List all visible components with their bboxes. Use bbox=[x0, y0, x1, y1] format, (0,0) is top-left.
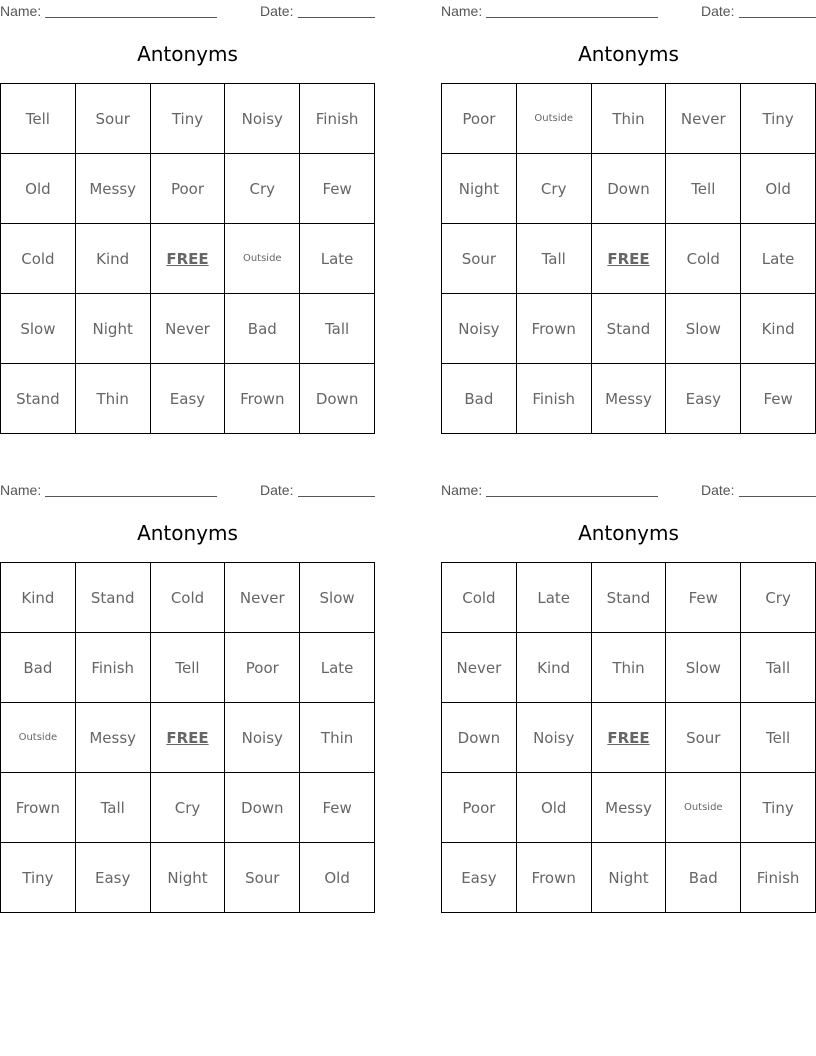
grid-cell[interactable]: Cry bbox=[516, 154, 591, 224]
grid-cell[interactable]: Poor bbox=[442, 773, 517, 843]
grid-cell[interactable]: Sour bbox=[666, 703, 741, 773]
grid-cell[interactable]: Tiny bbox=[1, 843, 76, 913]
grid-cell[interactable]: Tiny bbox=[741, 773, 816, 843]
grid-cell[interactable]: Noisy bbox=[225, 703, 300, 773]
grid-cell[interactable]: Down bbox=[225, 773, 300, 843]
name-blank-line[interactable] bbox=[45, 17, 217, 18]
grid-cell[interactable]: Stand bbox=[75, 563, 150, 633]
grid-cell[interactable]: Slow bbox=[300, 563, 375, 633]
name-label: Name: bbox=[441, 3, 483, 19]
grid-row bbox=[1, 294, 375, 364]
grid-cell[interactable]: Night bbox=[591, 843, 666, 913]
grid-cell[interactable]: Night bbox=[442, 154, 517, 224]
grid-cell[interactable]: Easy bbox=[150, 364, 225, 434]
grid-cell[interactable]: Old bbox=[516, 773, 591, 843]
grid-cell[interactable]: Bad bbox=[225, 294, 300, 364]
grid-row bbox=[442, 364, 816, 434]
grid-cell[interactable]: Down bbox=[442, 703, 517, 773]
grid-row bbox=[1, 703, 375, 773]
grid-row bbox=[1, 224, 375, 294]
grid-cell[interactable]: Down bbox=[591, 154, 666, 224]
bingo-card bbox=[0, 0, 375, 440]
grid-cell[interactable]: Bad bbox=[442, 364, 517, 434]
date-label: Date: bbox=[701, 482, 735, 498]
grid-row bbox=[442, 563, 816, 633]
grid-cell[interactable]: Kind bbox=[75, 224, 150, 294]
free-space-cell[interactable]: FREE bbox=[591, 703, 666, 773]
date-label: Date: bbox=[260, 482, 294, 498]
grid-cell[interactable]: Finish bbox=[75, 633, 150, 703]
grid-cell[interactable]: Cold bbox=[150, 563, 225, 633]
grid-cell[interactable]: Messy bbox=[591, 364, 666, 434]
free-space-cell[interactable]: FREE bbox=[150, 224, 225, 294]
card-title: Antonyms bbox=[137, 521, 238, 545]
grid-cell[interactable]: Stand bbox=[1, 364, 76, 434]
name-blank-line[interactable] bbox=[486, 496, 658, 497]
name-label: Name: bbox=[441, 482, 483, 498]
grid-cell[interactable]: Never bbox=[666, 84, 741, 154]
grid-cell[interactable]: Outside bbox=[516, 84, 591, 154]
grid-cell[interactable]: Easy bbox=[75, 843, 150, 913]
grid-cell[interactable]: Frown bbox=[516, 294, 591, 364]
date-label: Date: bbox=[701, 3, 735, 19]
grid-cell[interactable]: Tall bbox=[516, 224, 591, 294]
name-date-header bbox=[0, 482, 375, 498]
grid-cell[interactable]: Tall bbox=[300, 294, 375, 364]
grid-cell[interactable]: Messy bbox=[591, 773, 666, 843]
grid-cell[interactable]: Kind bbox=[1, 563, 76, 633]
grid-cell[interactable]: Thin bbox=[591, 84, 666, 154]
grid-cell[interactable]: Outside bbox=[225, 224, 300, 294]
grid-cell[interactable]: Cry bbox=[741, 563, 816, 633]
grid-row bbox=[442, 294, 816, 364]
grid-cell[interactable]: Slow bbox=[666, 294, 741, 364]
card-title: Antonyms bbox=[578, 42, 679, 66]
grid-cell[interactable]: Cold bbox=[666, 224, 741, 294]
grid-cell[interactable]: Few bbox=[300, 773, 375, 843]
grid-cell[interactable]: Sour bbox=[75, 84, 150, 154]
grid-cell[interactable]: Tell bbox=[150, 633, 225, 703]
grid-row bbox=[442, 773, 816, 843]
grid-cell[interactable]: Frown bbox=[516, 843, 591, 913]
grid-cell[interactable]: Down bbox=[300, 364, 375, 434]
grid-cell[interactable]: Poor bbox=[150, 154, 225, 224]
grid-cell[interactable]: Frown bbox=[225, 364, 300, 434]
grid-cell[interactable]: Night bbox=[75, 294, 150, 364]
grid-cell[interactable]: Never bbox=[442, 633, 517, 703]
grid-cell[interactable]: Tall bbox=[75, 773, 150, 843]
grid-cell[interactable]: Outside bbox=[1, 703, 76, 773]
grid-cell[interactable]: Tall bbox=[741, 633, 816, 703]
bingo-grid bbox=[0, 562, 375, 913]
grid-cell[interactable]: Bad bbox=[1, 633, 76, 703]
grid-row bbox=[1, 563, 375, 633]
grid-cell[interactable]: Late bbox=[516, 563, 591, 633]
grid-cell[interactable]: Bad bbox=[666, 843, 741, 913]
grid-cell[interactable]: Poor bbox=[225, 633, 300, 703]
grid-cell[interactable]: Old bbox=[1, 154, 76, 224]
grid-cell[interactable]: Slow bbox=[666, 633, 741, 703]
grid-cell[interactable]: Old bbox=[300, 843, 375, 913]
bingo-grid bbox=[441, 562, 816, 913]
grid-cell[interactable]: Kind bbox=[516, 633, 591, 703]
grid-row bbox=[1, 364, 375, 434]
grid-cell[interactable]: Slow bbox=[1, 294, 76, 364]
grid-cell[interactable]: Night bbox=[150, 843, 225, 913]
grid-cell[interactable]: Late bbox=[300, 224, 375, 294]
grid-cell[interactable]: Sour bbox=[442, 224, 517, 294]
grid-cell[interactable]: Cold bbox=[1, 224, 76, 294]
date-blank-line[interactable] bbox=[739, 17, 816, 18]
grid-cell[interactable]: Old bbox=[741, 154, 816, 224]
grid-cell[interactable]: Few bbox=[300, 154, 375, 224]
free-space-cell[interactable]: FREE bbox=[150, 703, 225, 773]
grid-cell[interactable]: Late bbox=[741, 224, 816, 294]
name-date-header bbox=[0, 3, 375, 19]
card-title: Antonyms bbox=[137, 42, 238, 66]
grid-cell[interactable]: Thin bbox=[300, 703, 375, 773]
name-blank-line[interactable] bbox=[486, 17, 658, 18]
grid-cell[interactable]: Outside bbox=[666, 773, 741, 843]
grid-cell[interactable]: Few bbox=[666, 563, 741, 633]
grid-row bbox=[442, 154, 816, 224]
grid-cell[interactable]: Frown bbox=[1, 773, 76, 843]
grid-cell[interactable]: Thin bbox=[591, 633, 666, 703]
date-blank-line[interactable] bbox=[298, 17, 375, 18]
grid-cell[interactable]: Messy bbox=[75, 154, 150, 224]
date-blank-line[interactable] bbox=[739, 496, 816, 497]
card-title: Antonyms bbox=[578, 521, 679, 545]
name-label: Name: bbox=[0, 482, 42, 498]
grid-cell[interactable]: Noisy bbox=[516, 703, 591, 773]
grid-cell[interactable]: Cold bbox=[442, 563, 517, 633]
grid-cell[interactable]: Noisy bbox=[442, 294, 517, 364]
bingo-card bbox=[441, 0, 816, 440]
grid-cell[interactable]: Thin bbox=[75, 364, 150, 434]
grid-row bbox=[1, 154, 375, 224]
grid-cell[interactable]: Never bbox=[225, 563, 300, 633]
grid-cell[interactable]: Easy bbox=[442, 843, 517, 913]
grid-cell[interactable]: Never bbox=[150, 294, 225, 364]
grid-cell[interactable]: Poor bbox=[442, 84, 517, 154]
free-space-cell[interactable]: FREE bbox=[591, 224, 666, 294]
bingo-grid bbox=[0, 83, 375, 434]
bingo-card bbox=[0, 479, 375, 919]
grid-cell[interactable]: Tell bbox=[666, 154, 741, 224]
grid-cell[interactable]: Tiny bbox=[741, 84, 816, 154]
bingo-grid bbox=[441, 83, 816, 434]
grid-cell[interactable]: Stand bbox=[591, 563, 666, 633]
grid-cell[interactable]: Tell bbox=[1, 84, 76, 154]
grid-cell[interactable]: Finish bbox=[300, 84, 375, 154]
grid-cell[interactable]: Tell bbox=[741, 703, 816, 773]
grid-cell[interactable]: Late bbox=[300, 633, 375, 703]
grid-cell[interactable]: Cry bbox=[150, 773, 225, 843]
grid-row bbox=[1, 773, 375, 843]
name-blank-line[interactable] bbox=[45, 496, 217, 497]
grid-row bbox=[442, 843, 816, 913]
grid-cell[interactable]: Sour bbox=[225, 843, 300, 913]
grid-row bbox=[442, 633, 816, 703]
grid-cell[interactable]: Finish bbox=[741, 843, 816, 913]
grid-cell[interactable]: Noisy bbox=[225, 84, 300, 154]
name-date-header bbox=[441, 482, 816, 498]
grid-cell[interactable]: Finish bbox=[516, 364, 591, 434]
grid-cell[interactable]: Messy bbox=[75, 703, 150, 773]
grid-row bbox=[1, 84, 375, 154]
bingo-card bbox=[441, 479, 816, 919]
date-blank-line[interactable] bbox=[298, 496, 375, 497]
grid-cell[interactable]: Stand bbox=[591, 294, 666, 364]
grid-row bbox=[1, 843, 375, 913]
grid-cell[interactable]: Cry bbox=[225, 154, 300, 224]
name-label: Name: bbox=[0, 3, 42, 19]
grid-cell[interactable]: Easy bbox=[666, 364, 741, 434]
grid-cell[interactable]: Kind bbox=[741, 294, 816, 364]
name-date-header bbox=[441, 3, 816, 19]
date-label: Date: bbox=[260, 3, 294, 19]
grid-row bbox=[442, 224, 816, 294]
grid-row bbox=[1, 633, 375, 703]
grid-row bbox=[442, 703, 816, 773]
grid-cell[interactable]: Tiny bbox=[150, 84, 225, 154]
grid-row bbox=[442, 84, 816, 154]
grid-cell[interactable]: Few bbox=[741, 364, 816, 434]
